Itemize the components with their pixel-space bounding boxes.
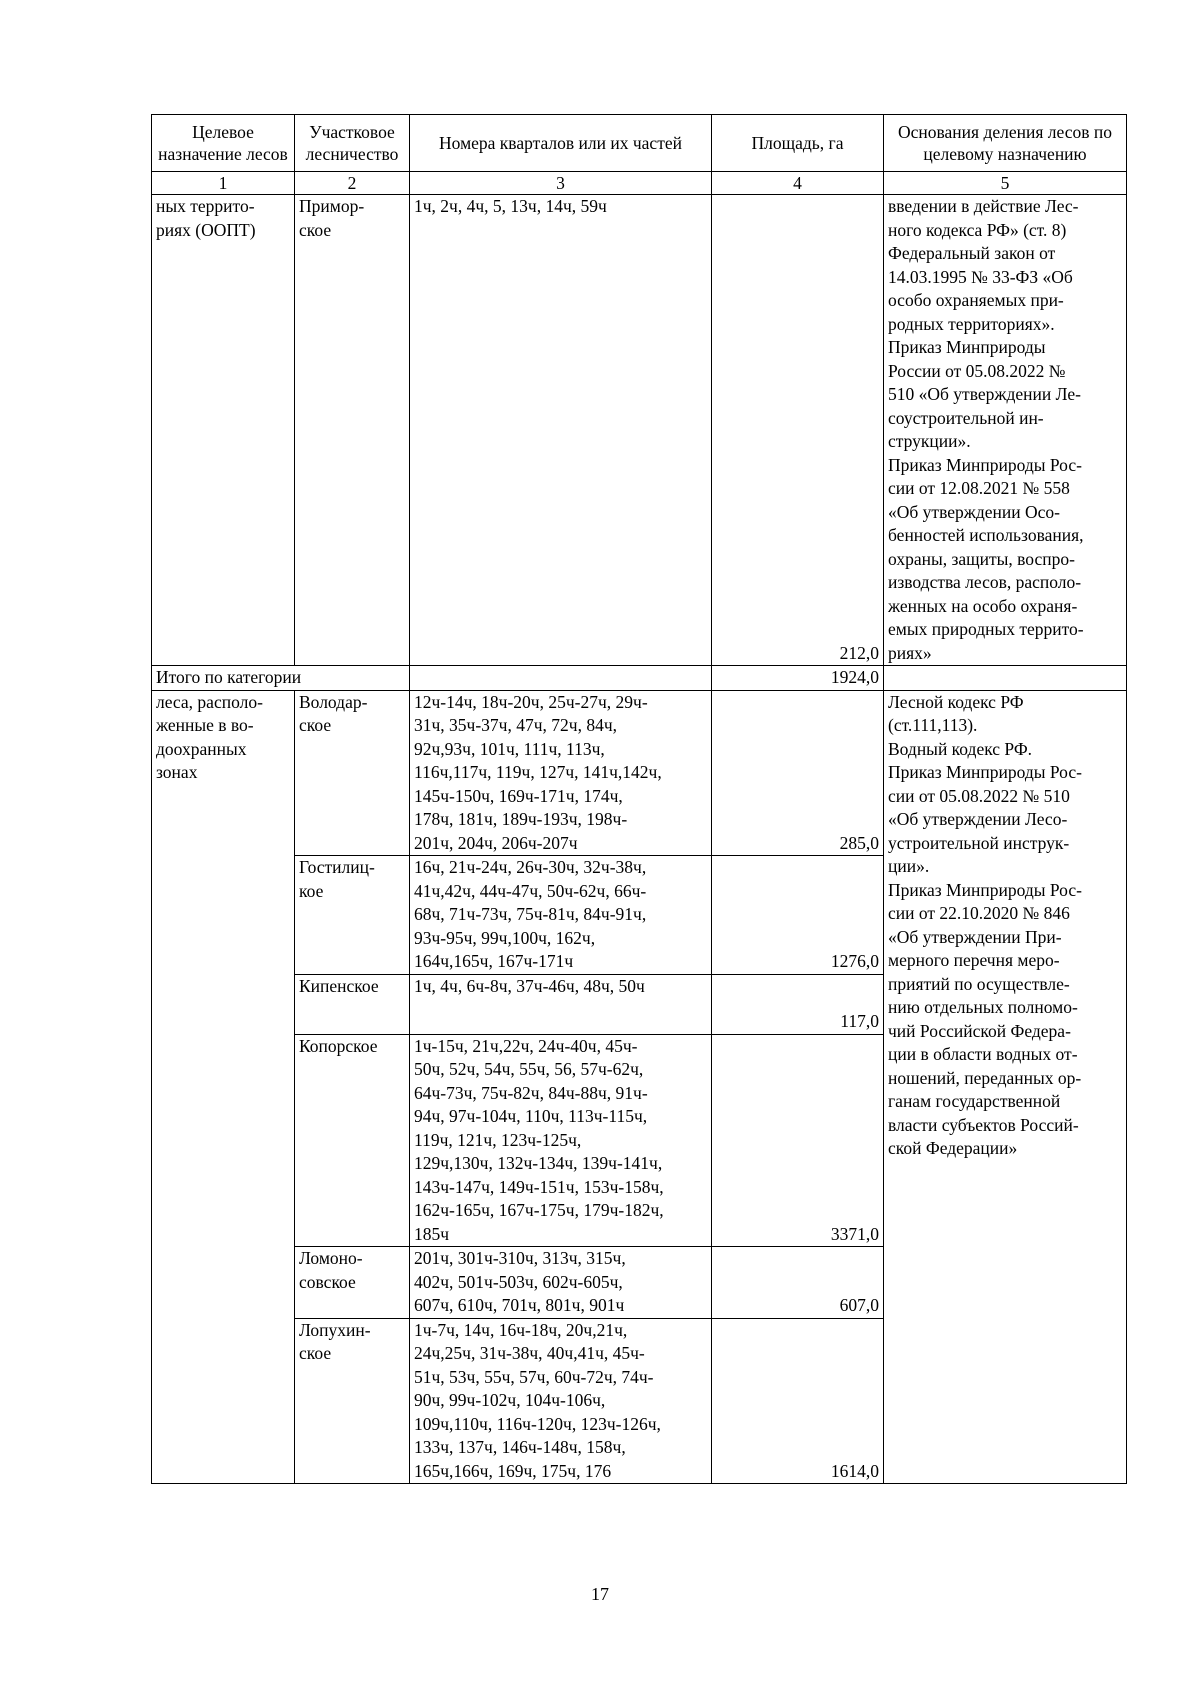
quarters-cell: 1ч-7ч, 14ч, 16ч-18ч, 20ч,21ч, 24ч,25ч, 31ч-38ч, 40ч,41ч, 45ч- 51ч, 53ч, 55ч, 57ч, 60ч-72ч, 74ч- 90ч, 99ч-102ч, 104ч-106ч, 109ч,110ч, 116ч-120ч, 123ч-126ч, 133ч, 137ч, 146ч-148ч, 158ч, 165ч,166ч, 169ч, 175ч, 176 [410,1318,712,1484]
area-cell: 3371,0 [712,1034,884,1247]
quarters-cell: 1ч-15ч, 21ч,22ч, 24ч-40ч, 45ч- 50ч, 52ч, 54ч, 55ч, 56, 57ч-62ч, 64ч-73ч, 75ч-82ч, 84ч-88ч, 91ч- 94ч, 97ч-104ч, 110ч, 113ч-115ч, 119ч, 121ч, 123ч-125ч, 129ч,130ч, 132ч-134ч, 139ч-141ч, 143ч-147ч, 149ч-151ч, 153ч-158ч, 162ч-165ч, 167ч-175ч, 179ч-182ч, 185ч [410,1034,712,1247]
forestry-cell: Кипенское [295,974,410,1034]
column-number: 3 [410,172,712,195]
table-row-oopt [152,195,1127,666]
column-number: 5 [884,172,1127,195]
header-quarters: Номера кварталов или их частей [410,115,712,172]
category-cell: ных террито- риях (ООПТ) [152,195,295,666]
forestry-cell: Ломоно- совское [295,1247,410,1319]
basis-cell: Лесной кодекс РФ (ст.111,113). Водный кодекс РФ. Приказ Минприроды Рос- сии от 05.08.2022 № 510 «Об утверждении Лесо- устроительной инструк- ции». Приказ Минприроды Рос- сии от 22.10.2020 № 846 «Об утверждении При- мерного перечня меро- приятий по осуществле- нию отдельных полномо- чий Российской Федера- ции в области водных от- ношений, переданных ор- ганам государственной власти субъектов Россий- ской Федерации» [884,690,1127,1484]
quarters-cell: 1ч, 4ч, 6ч-8ч, 37ч-46ч, 48ч, 50ч [410,974,712,1034]
header-basis: Основания деления лесов по целевому назначению [884,115,1127,172]
category-cell: леса, располо- женные в во- доохранных зонах [152,690,295,1484]
column-number: 2 [295,172,410,195]
table-row [152,690,1127,856]
header-forestry: Участковое лесничество [295,115,410,172]
column-number-row [152,172,1127,195]
total-empty-cell [410,666,712,691]
header-purpose: Целевое назначение лесов [152,115,295,172]
header-area: Площадь, га [712,115,884,172]
forestry-cell: Гостилиц- кое [295,856,410,975]
total-label: Итого по категории [152,666,410,691]
area-cell: 1276,0 [712,856,884,975]
quarters-cell: 201ч, 301ч-310ч, 313ч, 315ч, 402ч, 501ч-503ч, 602ч-605ч, 607ч, 610ч, 701ч, 801ч, 901ч [410,1247,712,1319]
quarters-cell: 12ч-14ч, 18ч-20ч, 25ч-27ч, 29ч- 31ч, 35ч-37ч, 47ч, 72ч, 84ч, 92ч,93ч, 101ч, 111ч, 113ч, 116ч,117ч, 119ч, 127ч, 141ч,142ч, 145ч-150ч, 169ч-171ч, 174ч, 178ч, 181ч, 189ч-193ч, 198ч- 201ч, 204ч, 206ч-207ч [410,690,712,856]
basis-cell: введении в действие Лес- ного кодекса РФ» (ст. 8) Федеральный закон от 14.03.1995 № 33-ФЗ «Об особо охраняемых при- родных территориях». Приказ Минприроды России от 05.08.2022 № 510 «Об утверждении Ле- соустроительной ин- струкции». Приказ Минприроды Рос- сии от 12.08.2021 № 558 «Об утверждении Осо- бенностей использования, охраны, защиты, воспро- изводства лесов, располо- женных на особо охраня- емых природных террито- риях» [884,195,1127,666]
area-cell: 117,0 [712,974,884,1034]
forest-allocation-table [151,114,1127,1484]
column-number: 1 [152,172,295,195]
header-row [152,115,1127,172]
table-row-total [152,666,1127,691]
forestry-cell: Володар- ское [295,690,410,856]
column-number: 4 [712,172,884,195]
area-cell: 212,0 [712,195,884,666]
area-cell: 607,0 [712,1247,884,1319]
forestry-cell: Копорское [295,1034,410,1247]
forestry-cell: Примор- ское [295,195,410,666]
total-area: 1924,0 [712,666,884,691]
quarters-cell: 16ч, 21ч-24ч, 26ч-30ч, 32ч-38ч, 41ч,42ч, 44ч-47ч, 50ч-62ч, 66ч- 68ч, 71ч-73ч, 75ч-81ч, 84ч-91ч, 93ч-95ч, 99ч,100ч, 162ч, 164ч,165ч, 167ч-171ч [410,856,712,975]
area-cell: 285,0 [712,690,884,856]
forestry-cell: Лопухин- ское [295,1318,410,1484]
page-number: 17 [591,1584,609,1604]
total-basis-empty [884,666,1127,691]
quarters-cell: 1ч, 2ч, 4ч, 5, 13ч, 14ч, 59ч [410,195,712,666]
area-cell: 1614,0 [712,1318,884,1484]
